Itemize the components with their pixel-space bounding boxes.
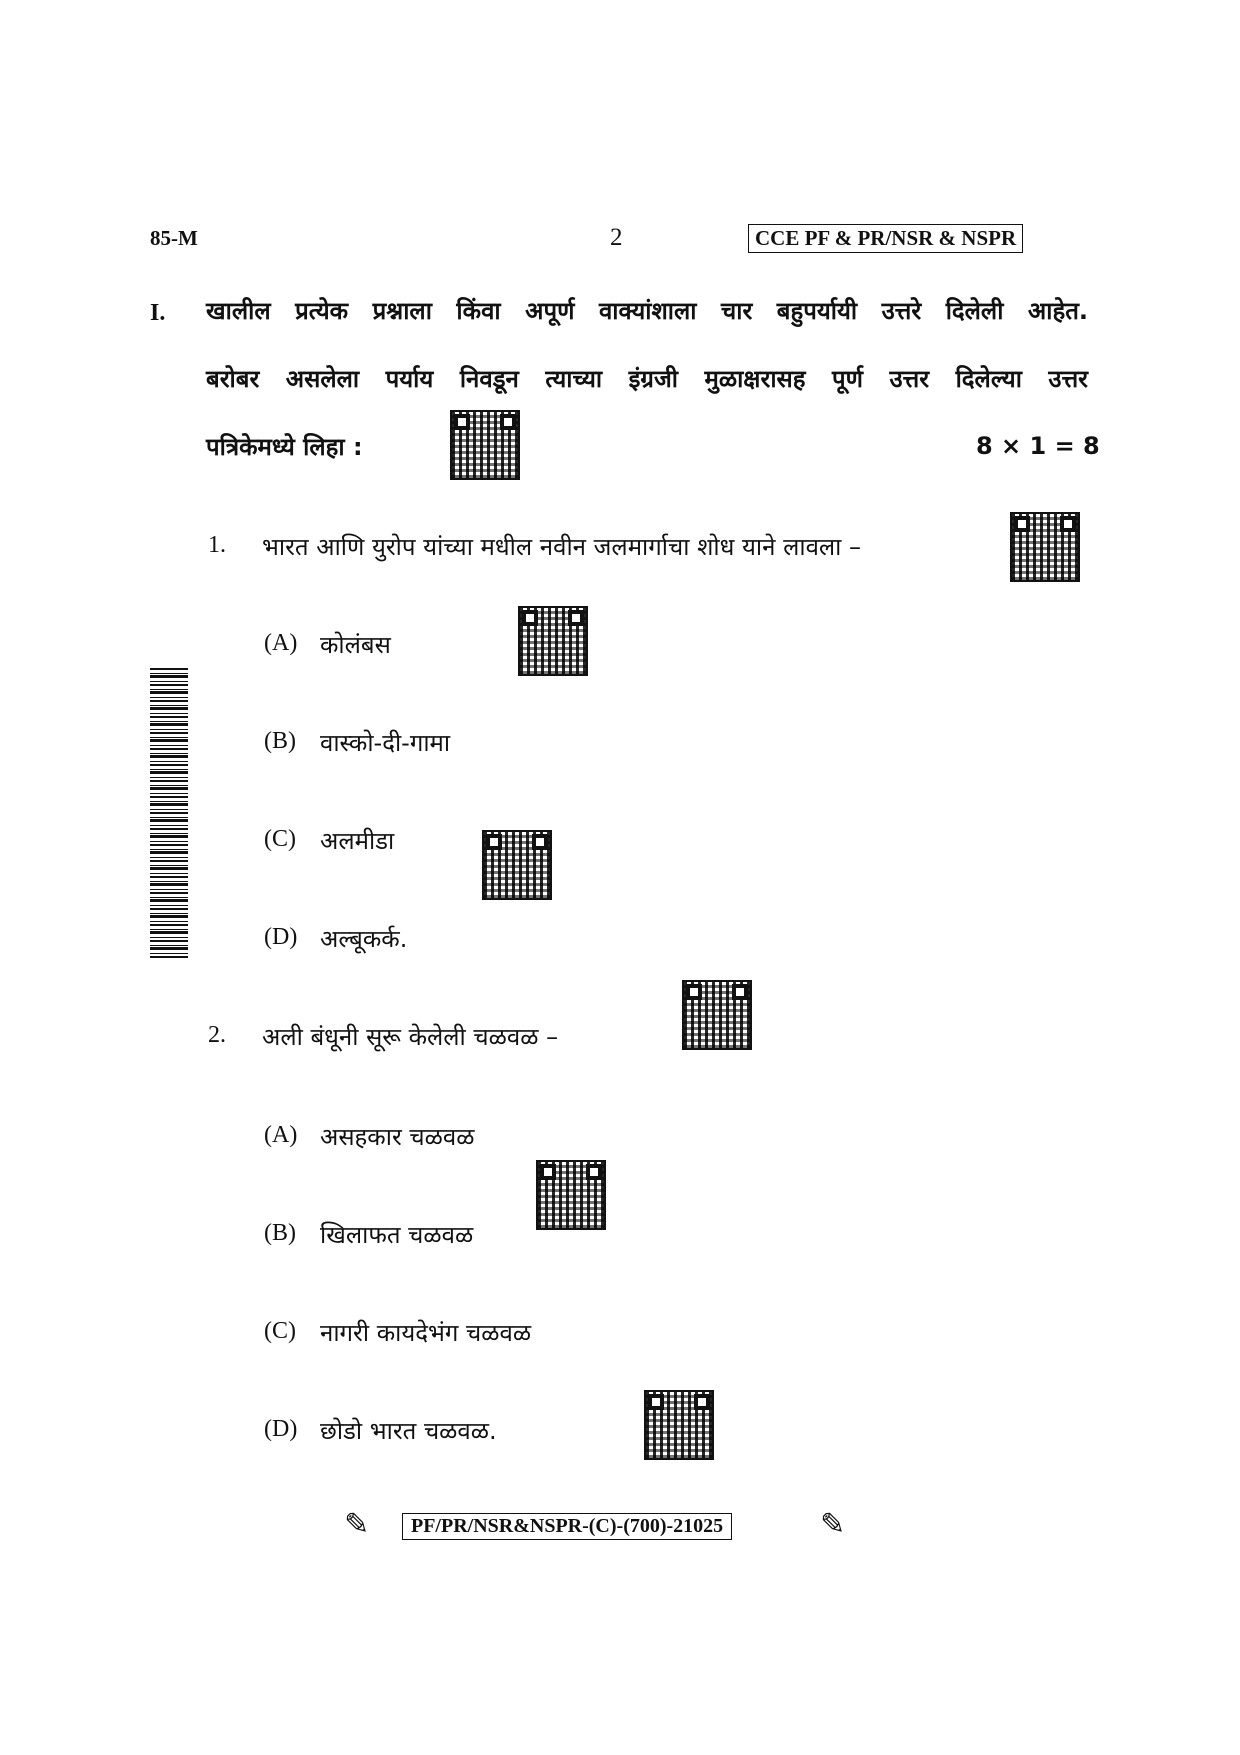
section-marks: 8 × 1 = 8 — [976, 432, 1100, 460]
qr-code-icon — [482, 830, 552, 900]
question-1-option-c-letter: (C) — [264, 826, 296, 852]
footer-code: PF/PR/NSR&NSPR-(C)-(700)-21025 — [402, 1513, 732, 1540]
question-2-option-c-text: नागरी कायदेभंग चळवळ — [320, 1319, 532, 1347]
qr-code-icon — [644, 1390, 714, 1460]
question-1-text: भारत आणि युरोप यांच्या मधील नवीन जलमार्गाचा शोध याने लावला – — [262, 533, 862, 561]
question-2-number: 2. — [208, 1022, 226, 1048]
question-1-option-a-text: कोलंबस — [320, 631, 391, 659]
question-1-option-b-letter: (B) — [264, 728, 296, 754]
question-2-option-b-letter: (B) — [264, 1220, 296, 1246]
question-1-option-b-text: वास्को-दी-गामा — [320, 729, 451, 757]
question-1-option-a-letter: (A) — [264, 630, 298, 656]
question-2-option-d-text: छोडो भारत चळवळ. — [320, 1417, 497, 1445]
question-2-option-c-letter: (C) — [264, 1318, 296, 1344]
pencil-icon: ✎ — [344, 1507, 370, 1542]
instruction-line-3: पत्रिकेमध्ये लिहा : — [206, 433, 363, 461]
qr-code-icon — [682, 980, 752, 1050]
exam-tag: CCE PF & PR/NSR & NSPR — [748, 224, 1023, 253]
question-1-option-d-letter: (D) — [264, 924, 298, 950]
question-2-option-b-text: खिलाफत चळवळ — [320, 1221, 474, 1249]
page-number: 2 — [610, 224, 623, 251]
question-1-option-c-text: अलमीडा — [320, 827, 395, 855]
qr-code-icon — [518, 606, 588, 676]
qr-code-icon — [1010, 512, 1080, 582]
instruction-line-2: बरोबर असलेला पर्याय निवडून त्याच्या इंग्रजी मुळाक्षरासह पूर्ण उत्तर दिलेल्या उत्तर — [206, 365, 1088, 393]
question-2-option-a-letter: (A) — [264, 1122, 298, 1148]
instruction-line-1: खालील प्रत्येक प्रश्नाला किंवा अपूर्ण वाक्यांशाला चार बहुपर्यायी उत्तरे दिलेली आहेत. — [206, 297, 1088, 325]
paper-code: 85-M — [150, 226, 198, 250]
question-1-option-d-text: अल्बूकर्क. — [320, 925, 408, 953]
question-2-text: अली बंधूनी सूरू केलेली चळवळ – — [262, 1023, 559, 1051]
question-2-option-a-text: असहकार चळवळ — [320, 1123, 475, 1151]
qr-code-icon — [450, 410, 520, 480]
barcode-icon — [150, 668, 188, 958]
question-2-option-d-letter: (D) — [264, 1416, 298, 1442]
qr-code-icon — [536, 1160, 606, 1230]
pencil-icon: ✎ — [820, 1507, 846, 1542]
question-1-number: 1. — [208, 532, 226, 558]
section-number: I. — [150, 300, 166, 326]
